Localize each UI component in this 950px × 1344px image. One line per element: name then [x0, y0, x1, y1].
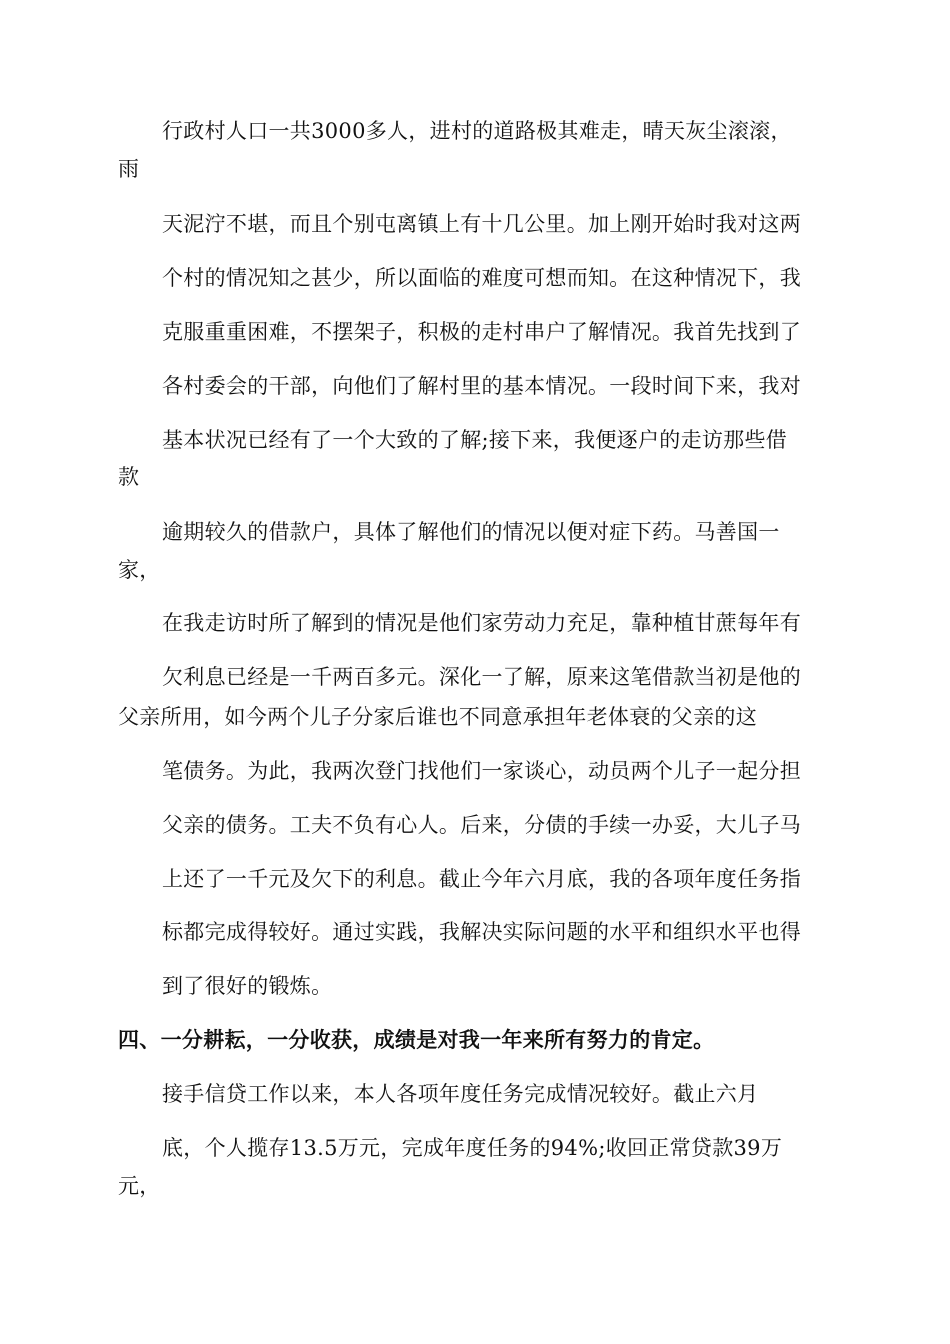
paragraph-line: 天泥泞不堪，而且个别屯离镇上有十几公里。加上刚开始时我对这两: [162, 212, 801, 236]
paragraph-line: 逾期较久的借款户，具体了解他们的情况以便对症下药。马善国一: [162, 520, 780, 544]
paragraph-line: 父亲所用，如今两个儿子分家后谁也不同意承担年老体衰的父亲的这: [118, 705, 757, 729]
paragraph-line: 底，个人揽存13.5万元，完成年度任务的94%;收回正常贷款39万: [162, 1136, 783, 1160]
paragraph-line: 父亲的债务。工夫不负有心人。后来，分债的手续一办妥，大儿子马: [162, 813, 801, 837]
paragraph-line: 基本状况已经有了一个大致的了解;接下来，我便逐户的走访那些借: [162, 428, 788, 452]
paragraph-line: 标都完成得较好。通过实践，我解决实际问题的水平和组织水平也得: [162, 920, 801, 944]
paragraph-line: 行政村人口一共3000多人，进村的道路极其难走，晴天灰尘滚滚，: [162, 119, 792, 143]
paragraph-line: 元，: [118, 1174, 161, 1198]
paragraph-line: 接手信贷工作以来，本人各项年度任务完成情况较好。截止六月: [162, 1082, 759, 1106]
paragraph-line: 家，: [118, 558, 161, 582]
paragraph-line: 在我走访时所了解到的情况是他们家劳动力充足，靠种植甘蔗每年有: [162, 611, 801, 635]
paragraph-line: 克服重重困难，不摆架子，积极的走村串户了解情况。我首先找到了: [162, 320, 801, 344]
paragraph-line: 笔债务。为此，我两次登门找他们一家谈心，动员两个儿子一起分担: [162, 759, 801, 783]
section-heading: 四、一分耕耘，一分收获，成绩是对我一年来所有努力的肯定。: [118, 1028, 715, 1052]
paragraph-line: 上还了一千元及欠下的利息。截止今年六月底，我的各项年度任务指: [162, 867, 801, 891]
paragraph-line: 欠利息已经是一千两百多元。深化一了解，原来这笔借款当初是他的: [162, 665, 801, 689]
paragraph-line: 个村的情况知之甚少，所以面临的难度可想而知。在这种情况下，我: [162, 266, 801, 290]
paragraph-line: 雨: [118, 157, 140, 181]
paragraph-line: 到了很好的锻炼。: [162, 974, 333, 998]
paragraph-line: 款: [118, 465, 140, 489]
paragraph-line: 各村委会的干部，向他们了解村里的基本情况。一段时间下来，我对: [162, 374, 801, 398]
